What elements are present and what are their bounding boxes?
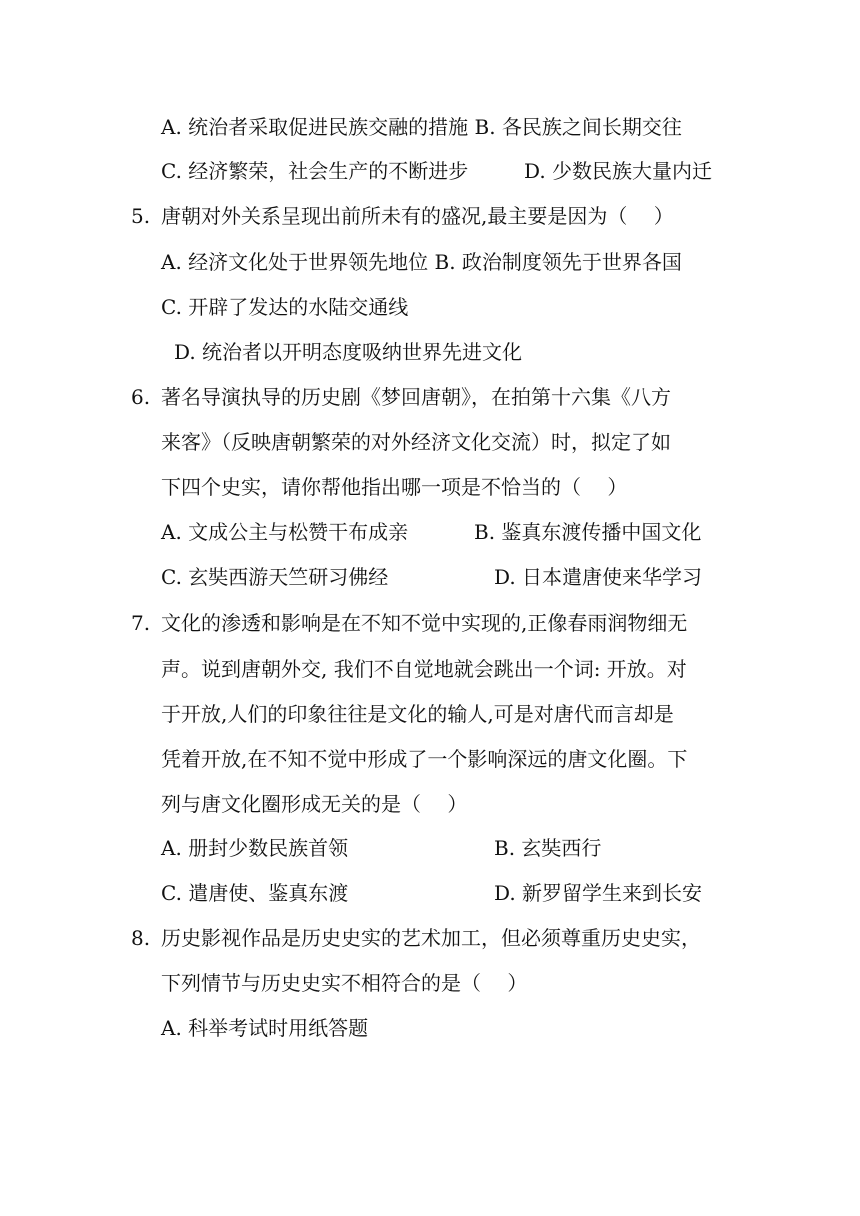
q7-option-b: B. 玄奘西行 [494, 836, 602, 860]
q4-option-c: C. 经济繁荣，社会生产的不断进步 [161, 159, 469, 183]
q7-option-c: C. 遣唐使、鉴真东渡 [161, 881, 349, 905]
q6-option-a: A. 文成公主与松赞干布成亲 [161, 520, 409, 544]
q7-stem-line-5: 列与唐文化圈形成无关的是（ ） [161, 792, 468, 816]
q5-option-d: D. 统治者以开明态度吸纳世界先进文化 [174, 340, 523, 364]
q7-stem-line-1: 文化的渗透和影响是在不知不觉中实现的,正像春雨润物细无 [161, 611, 688, 635]
q8-stem-line-2: 下列情节与历史史实不相符合的是（ ） [161, 971, 528, 995]
q6-number: 6. [131, 385, 151, 409]
q8-option-a: A. 科举考试时用纸答题 [161, 1016, 369, 1040]
q6-stem-line-2: 来客》（反映唐朝繁荣的对外经济文化交流）时，拟定了如 [161, 430, 671, 454]
q4-options-ab: A. 统治者采取促进民族交融的措施 B. 各民族之间长期交往 [161, 115, 682, 139]
q6-option-d: D. 日本遣唐使来华学习 [494, 565, 703, 589]
q7-option-a: A. 册封少数民族首领 [161, 836, 349, 860]
q5-options-ab: A. 经济文化处于世界领先地位 B. 政治制度领先于世界各国 [161, 250, 682, 274]
q7-option-d: D. 新罗留学生来到长安 [494, 881, 703, 905]
q8-number: 8. [131, 926, 151, 950]
q7-stem-line-2: 声。说到唐朝外交, 我们不自觉地就会跳出一个词: 开放。对 [161, 657, 687, 681]
q6-stem-line-1: 著名导演执导的历史剧《梦回唐朝》，在拍第十六集《八方 [161, 385, 671, 409]
q7-number: 7. [131, 611, 151, 635]
q6-option-b: B. 鉴真东渡传播中国文化 [474, 520, 702, 544]
q5-number: 5. [131, 204, 151, 228]
q5-option-c: C. 开辟了发达的水陆交通线 [161, 295, 409, 319]
q7-stem-line-3: 于开放,人们的印象往往是文化的输人,可是对唐代而言却是 [161, 702, 674, 726]
q5-stem: 唐朝对外关系呈现出前所未有的盛况,最主要是因为（ ） [161, 204, 674, 228]
q6-stem-line-3: 下四个史实，请你帮他指出哪一项是不恰当的（ ） [161, 475, 628, 499]
q4-option-d: D. 少数民族大量内迁 [524, 159, 713, 183]
q7-stem-line-4: 凭着开放,在不知不觉中形成了一个影响深远的唐文化圈。下 [161, 747, 688, 771]
q8-stem-line-1: 历史影视作品是历史史实的艺术加工，但必须尊重历史史实， [161, 926, 701, 950]
q6-option-c: C. 玄奘西游天竺研习佛经 [161, 565, 389, 589]
